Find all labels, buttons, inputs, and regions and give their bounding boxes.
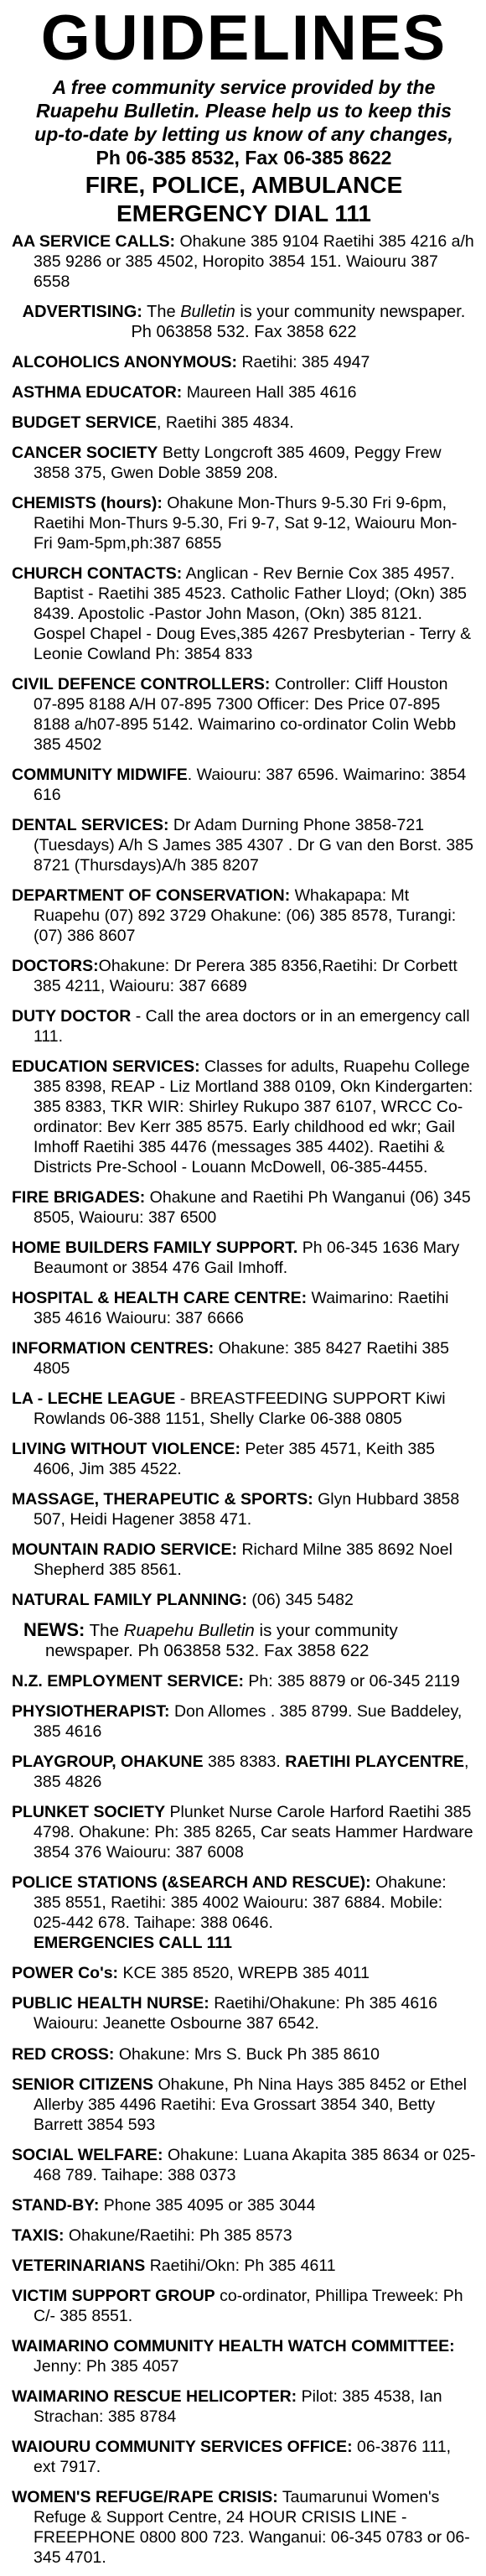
- directory-entry: [12, 1439, 476, 1479]
- entry-heading: MASSAGE, THERAPEUTIC & SPORTS:: [12, 1490, 313, 1509]
- entry-text: Raetihi: 385 4947: [237, 353, 370, 372]
- entry-heading: WAIOURU COMMUNITY SERVICES OFFICE:: [12, 2437, 353, 2456]
- entry-text: Phone 385 4095 or 385 3044: [99, 2195, 316, 2215]
- entry-text: Ohakune: 385 8427 Raetihi 385 4805: [34, 1339, 450, 1379]
- entry-text: Ohakune Mon-Thurs 9-5.30 Fri 9-6pm, Raetihi Mon-Thurs 9-5.30, Fri 9-7, Sat 9-12, Waiouru Mon-Fri 9am-5pm,ph:387 6855: [34, 494, 458, 553]
- directory-entry: [12, 1752, 476, 1792]
- entry-text: Peter 385 4571, Keith 385 4606, Jim 385 4522.: [34, 1440, 436, 1479]
- directory-entry: [12, 1540, 476, 1580]
- entry-text: (06) 345 5482: [246, 1591, 354, 1610]
- directory-entry: [12, 1288, 476, 1328]
- entry-text: KCE 385 8520, WREPB 385 4011: [118, 1964, 370, 1983]
- directory-entry: [12, 1057, 476, 1177]
- entry-heading: INFORMATION CENTRES:: [12, 1339, 215, 1358]
- entry-text: Waimarino: Raetihi 385 4616 Waiouru: 387 6666: [34, 1289, 449, 1328]
- entry-emphasis: Bulletin: [180, 303, 235, 322]
- directory-entry: [12, 413, 476, 433]
- entry-text: The: [85, 1621, 124, 1641]
- entry-text: Ph 06-345 1636 Mary Beaumont or 3854 476 Gail Imhoff.: [34, 1239, 460, 1278]
- directory-entry: [12, 1238, 476, 1278]
- entry-text: co-ordinator, Phillipa Treweek: Ph C/- 385 8551.: [34, 2286, 463, 2325]
- entry-text: Ph: 385 8879 or 06-345 2119: [244, 1672, 460, 1691]
- entry-heading: SOCIAL WELFARE:: [12, 2145, 163, 2164]
- entry-text: Jenny: Ph 385 4057: [34, 2356, 179, 2376]
- directory-entry: [12, 2195, 476, 2215]
- intro-notice: [12, 75, 476, 169]
- entry-heading: WOMEN'S REFUGE/RAPE CRISIS:: [12, 2487, 278, 2506]
- directory-entry: [12, 2286, 476, 2326]
- entry-emphasis: Ruapehu Bulletin: [123, 1621, 255, 1641]
- directory-entry: [12, 2336, 476, 2376]
- entry-heading: WAIMARINO RESCUE HELICOPTER:: [12, 2386, 297, 2406]
- entry-text: . Waiouru: 387 6596. Waimarino: 3854 616: [34, 766, 467, 805]
- directory-entry: [12, 1006, 476, 1046]
- entry-text: is your community newspaper. Ph 063858 532. Fax 3858 622: [131, 303, 466, 342]
- directory-entry: [12, 352, 476, 372]
- directory-entry: [12, 765, 476, 805]
- directory-entry: [12, 2487, 476, 2568]
- entry-text: The: [142, 303, 181, 322]
- entry-heading: WAIMARINO COMMUNITY HEALTH WATCH COMMITTEE:: [12, 2336, 455, 2355]
- entry-text: Ohakune: Luana Akapita 385 8634 or 025-468 789. Taihape: 388 0373: [34, 2145, 476, 2184]
- directory-entry: [12, 231, 476, 292]
- entry-text: Glyn Hubbard 3858 507, Heidi Hagener 3858 471.: [34, 1490, 460, 1530]
- entry-text: , 385 4826: [34, 1753, 469, 1792]
- entry-text: 385 8383.: [203, 1753, 286, 1772]
- entry-text: Anglican - Rev Bernie Cox 385 4957. Baptist - Raetihi 385 4523. Catholic Father Lloyd; (Okn) 385 8439. Apostolic -Pastor John Mason, (Okn) 385 8121. Gospel Chapel - Doug Eves,385 4267 Presbyterian - Terry & Leonie Cowland Ph: 3854 833: [34, 564, 472, 664]
- directory-entry: [12, 1590, 476, 1610]
- entry-heading: DUTY DOCTOR: [12, 1007, 132, 1026]
- intro-line: Ruapehu Bulletin. Please help us to keep this: [36, 100, 452, 122]
- directory-entry: [12, 956, 476, 996]
- entry-heading: LIVING WITHOUT VIOLENCE:: [12, 1440, 240, 1459]
- entry-heading: N.Z. EMPLOYMENT SERVICE:: [12, 1672, 244, 1691]
- entry-text: - Call the area doctors or in an emergency call 111.: [34, 1007, 470, 1046]
- entry-heading: BUDGET SERVICE: [12, 413, 158, 433]
- directory-entry: [12, 1338, 476, 1379]
- entry-heading: PLAYGROUP, OHAKUNE: [12, 1753, 204, 1772]
- directory-entry: [12, 2386, 476, 2427]
- entry-heading: RAETIHI PLAYCENTRE: [285, 1753, 465, 1772]
- directory-entry: [12, 564, 476, 664]
- emergency-services: FIRE, POLICE, AMBULANCE: [85, 172, 403, 198]
- entry-heading: NEWS:: [23, 1619, 85, 1641]
- directory-entry: [12, 2044, 476, 2064]
- entry-heading: SENIOR CITIZENS: [12, 2075, 154, 2094]
- entry-text: Ohakune: 385 8551, Raetihi: 385 4002 Waiouru: 387 6884. Mobile: 025-442 678. Taihape: 388 0646.: [34, 1873, 447, 1933]
- directory-entry: [12, 1872, 476, 1953]
- entry-text: Richard Milne 385 8692 Noel Shepherd 385 8561.: [34, 1540, 452, 1580]
- entry-text: - BREASTFEEDING SUPPORT Kiwi Rowlands 06-388 1151, Shelly Clarke 06-388 0805: [34, 1389, 446, 1429]
- entry-text: Pilot: 385 4538, Ian Strachan: 385 8784: [34, 2386, 442, 2426]
- entry-text: Ohakune and Raetihi Ph Wanganui (06) 345 8505, Waiouru: 387 6500: [34, 1188, 471, 1228]
- directory-entry: [12, 815, 476, 875]
- entry-heading: AA SERVICE CALLS:: [12, 232, 176, 251]
- entry-heading: DEPARTMENT OF CONSERVATION:: [12, 886, 291, 906]
- entry-text: Dr Adam Durning Phone 3858-721 (Tuesdays) A/h S James 385 4307 . Dr G van den Borst. 385 8721 (Thursdays)A/h 385 8207: [34, 816, 473, 875]
- entry-heading: PLUNKET SOCIETY: [12, 1803, 166, 1822]
- entry-heading: VICTIM SUPPORT GROUP: [12, 2286, 215, 2305]
- entry-heading: PUBLIC HEALTH NURSE:: [12, 1994, 209, 2013]
- entry-heading: CIVIL DEFENCE CONTROLLERS:: [12, 675, 271, 694]
- directory-entry: [12, 1701, 476, 1742]
- entry-text: Ohakune 385 9104 Raetihi 385 4216 a/h 385 9286 or 385 4502, Horopito 3854 151. Waiouru 387 6558: [34, 232, 474, 291]
- directory-entry: [12, 674, 476, 755]
- directory-entry: [12, 2145, 476, 2185]
- directory-entry: [12, 1620, 476, 1661]
- directory-entry: [12, 2075, 476, 2135]
- directory-entry: [12, 493, 476, 553]
- directory-entry: [12, 1187, 476, 1228]
- directory-entry: [12, 1993, 476, 2033]
- entry-heading: ASTHMA EDUCATOR:: [12, 383, 183, 402]
- entry-heading: HOME BUILDERS FAMILY SUPPORT.: [12, 1239, 298, 1258]
- entry-text: Don Allomes . 385 8799. Sue Baddeley, 385 4616: [34, 1702, 463, 1742]
- entry-heading: FIRE BRIGADES:: [12, 1188, 146, 1208]
- entry-text: Ohakune, Ph Nina Hays 385 8452 or Ethel Allerby 385 4496 Raetihi: Eva Grossart 3854 340, Betty Barrett 3854 593: [34, 2075, 468, 2134]
- entry-text: Betty Longcroft 385 4609, Peggy Frew 3858 375, Gwen Doble 3859 208.: [34, 444, 442, 483]
- entry-text: Plunket Nurse Carole Harford Raetihi 385 4798. Ohakune: Ph: 385 8265, Car seats Hammer Hardware 3854 376 Waiouru: 387 6008: [34, 1803, 473, 1862]
- directory-entry: [12, 302, 476, 342]
- entry-heading: EDUCATION SERVICES:: [12, 1057, 200, 1077]
- directory-entry: [12, 2437, 476, 2477]
- entry-text: Classes for adults, Ruapehu College 385 8398, REAP - Liz Mortland 388 0109, Okn Kindergarten: 385 8383, TKR WIR: Shirley Rukupo 387 6107, WRCC Co-ordinator: Bev Kerr 385 8575. Early childhood ed wkr; Gail Imhoff Raetihi 385 4476 (messages 385 4402). Raetihi & Districts Pre-School - Louann McDowell, 06-385-4455.: [34, 1057, 473, 1177]
- entry-heading: CHURCH CONTACTS:: [12, 564, 183, 584]
- entry-heading: HOSPITAL & HEALTH CARE CENTRE:: [12, 1289, 308, 1308]
- entry-heading: MOUNTAIN RADIO SERVICE:: [12, 1540, 238, 1560]
- entry-heading: POLICE STATIONS (&SEARCH AND RESCUE):: [12, 1873, 371, 1893]
- entry-text: Ohakune: Dr Perera 385 8356,Raetihi: Dr Corbett 385 4211, Waiouru: 387 6689: [34, 957, 458, 996]
- entry-heading: TAXIS:: [12, 2225, 65, 2245]
- emergency-banner: [12, 171, 476, 228]
- entry-text: Whakapapa: Mt Ruapehu (07) 892 3729 Ohakune: (06) 385 8578, Turangi: (07) 386 8607: [34, 886, 457, 946]
- entry-text: Ohakune: Mrs S. Buck Ph 385 8610: [114, 2044, 380, 2064]
- entry-heading: STAND-BY:: [12, 2195, 100, 2215]
- entry-text: Raetihi/Ohakune: Ph 385 4616 Waiouru: Jeanette Osbourne 387 6542.: [34, 1994, 437, 2033]
- directory-entry: [12, 1671, 476, 1691]
- entry-heading: RED CROSS:: [12, 2044, 115, 2064]
- entry-heading: DENTAL SERVICES:: [12, 816, 169, 835]
- directory-entry: [12, 1963, 476, 1983]
- entry-heading: VETERINARIANS: [12, 2256, 146, 2275]
- directory-entry: [12, 2225, 476, 2246]
- entry-text: 06-3876 111, ext 7917.: [34, 2437, 452, 2476]
- intro-contact: Ph 06-385 8532, Fax 06-385 8622: [96, 147, 392, 169]
- entry-heading: LA - LECHE LEAGUE: [12, 1389, 176, 1409]
- entry-text: Controller: Cliff Houston 07-895 8188 A/H 07-895 7300 Officer: Des Price 07-895 8188 a/h07-895 5142. Waimarino co-ordinator Colin Webb 385 4502: [34, 675, 457, 755]
- entry-text: Raetihi/Okn: Ph 385 4611: [145, 2256, 336, 2275]
- page-title: GUIDELINES: [40, 3, 447, 74]
- entry-heading: CANCER SOCIETY: [12, 444, 158, 463]
- directory-entry: [12, 886, 476, 946]
- intro-line: up-to-date by letting us know of any changes,: [34, 123, 453, 145]
- entry-heading: DOCTORS:: [12, 957, 99, 976]
- directory-entry: [12, 382, 476, 402]
- intro-line: A free community service provided by the: [52, 76, 436, 98]
- entry-heading: ADVERTISING:: [22, 303, 142, 322]
- emergency-number: EMERGENCY DIAL 111: [116, 200, 371, 226]
- entry-text: Taumarunui Women's Refuge & Support Centre, 24 HOUR CRISIS LINE - FREEPHONE 0800 800 723. Wanganui: 06-345 0783 or 06-345 4701.: [34, 2487, 470, 2567]
- directory-entry: [12, 1389, 476, 1429]
- entry-heading: COMMUNITY MIDWIFE: [12, 766, 188, 785]
- entry-heading: PHYSIOTHERAPIST:: [12, 1702, 170, 1722]
- entry-text: Ohakune/Raetihi: Ph 385 8573: [64, 2225, 292, 2245]
- directory-list: [12, 231, 476, 2568]
- directory-entry: [12, 443, 476, 483]
- entry-text: , Raetihi 385 4834.: [157, 413, 294, 433]
- entry-text: Maureen Hall 385 4616: [182, 383, 357, 402]
- directory-entry: [12, 2256, 476, 2276]
- entry-subline: EMERGENCIES CALL 111: [34, 1934, 232, 1953]
- directory-entry: [12, 1489, 476, 1530]
- entry-heading: POWER Co's:: [12, 1964, 119, 1983]
- directory-entry: [12, 1802, 476, 1862]
- entry-text: is your community newspaper. Ph 063858 532. Fax 3858 622: [45, 1621, 398, 1661]
- entry-heading: CHEMISTS (hours):: [12, 494, 163, 513]
- entry-heading: NATURAL FAMILY PLANNING:: [12, 1591, 247, 1610]
- entry-heading: ALCOHOLICS ANONYMOUS:: [12, 353, 238, 372]
